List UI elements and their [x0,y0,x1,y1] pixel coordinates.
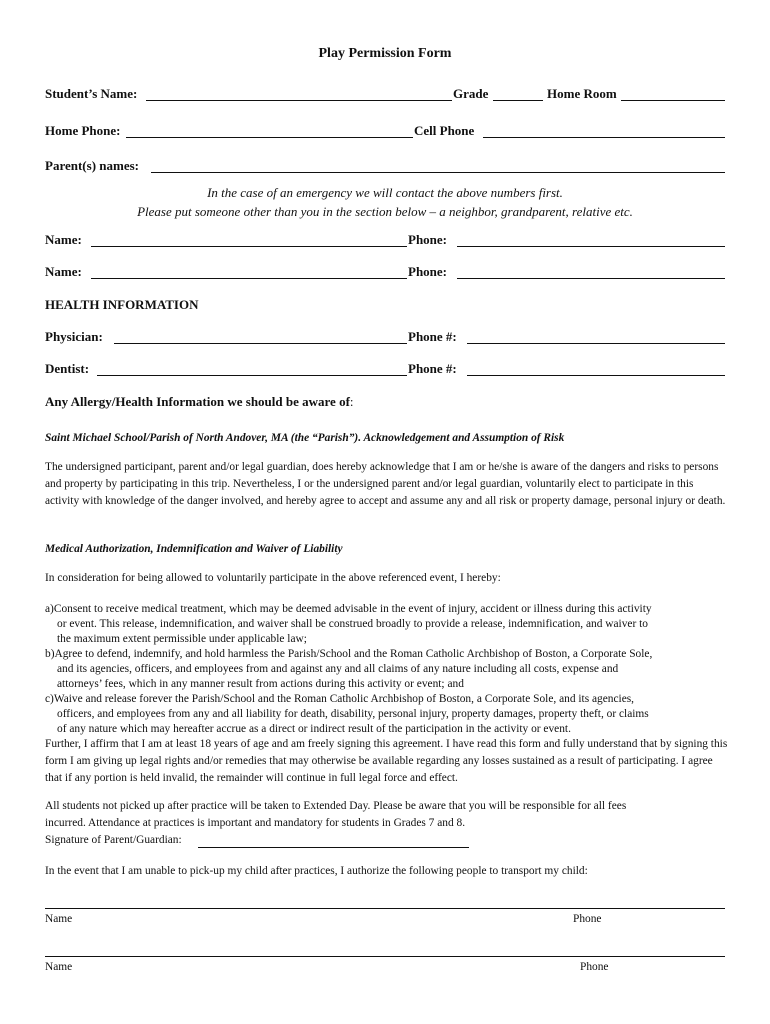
medical-item-a [45,602,735,647]
parents-names-label: Parent(s) names: [45,158,139,173]
grade-label: Grade [453,86,489,101]
transport-line-2[interactable] [45,956,725,957]
dentist-label: Dentist: [45,361,90,376]
transport-phone-label-1: Phone [573,913,602,925]
allergy-label-row [45,394,354,410]
cell-phone-field[interactable] [483,137,725,138]
emergency-name-field-1[interactable] [91,246,407,247]
medical-item-c [45,692,735,737]
student-name-label: Student’s Name: [45,86,138,101]
item-line: Agree to defend, indemnify, and hold harmless the Parish/School and the Roman Catholic Archbishop of Boston, a Corporate Sole, [54,648,653,660]
emergency-name-label-2: Name: [45,264,82,279]
transport-phone-label-2: Phone [580,961,609,973]
pickup-line2: incurred. Attendance at practices is important and mandatory for students in Grades 7 and 8. [45,817,466,829]
health-heading: HEALTH INFORMATION [45,297,199,312]
emergency-phone-label-1: Phone: [408,232,447,247]
item-line: Consent to receive medical treatment, which may be deemed advisable in the event of injury, accident or illness during this activity [53,603,652,615]
ack-body: The undersigned participant, parent and/or legal guardian, does hereby acknowledge that I am or he/she is aware of the dangers and risks to persons and property by participating in this trip. Nevertheless, I or the undersigned parent and/or legal guardian, voluntarily elect to participate in this activity with knowledge of the danger involved, and hereby agree to accept and assume any and all risk or property damage, personal injury or death. [45,461,726,507]
physician-phone-label: Phone #: [408,329,457,344]
home-room-field[interactable] [621,100,725,101]
form-title: Play Permission Form [318,46,452,61]
student-name-field[interactable] [146,100,452,101]
cell-phone-label: Cell Phone [414,123,475,138]
transport-name-label-2: Name [45,961,73,973]
signature-label: Signature of Parent/Guardian: [45,834,182,846]
allergy-label: Any Allergy/Health Information we should be aware of [45,394,350,409]
item-line: and its agencies, officers, and employees from and against any and all claims of any nature including all costs, expense and [57,663,619,675]
item-line: of any nature which may hereafter accrue as a direct or indirect result of the participation in the activity or event. [57,723,571,735]
emergency-name-label-1: Name: [45,232,82,247]
physician-phone-field[interactable] [467,343,725,344]
signature-field[interactable] [198,847,469,848]
dentist-phone-label: Phone #: [408,361,457,376]
medical-heading: Medical Authorization, Indemnification and Waiver of Liability [45,543,343,555]
dentist-field[interactable] [97,375,407,376]
medical-intro: In consideration for being allowed to voluntarily participate in the above referenced event, I hereby: [45,572,501,584]
dentist-phone-field[interactable] [467,375,725,376]
item-mark: a) [45,603,54,615]
item-line: the maximum extent permissible under applicable law; [57,633,307,645]
emergency-note-line1: In the case of an emergency we will contact the above numbers first. [207,185,563,200]
parents-names-field[interactable] [151,172,725,173]
item-mark: c) [45,693,54,705]
item-line: officers, and employees from any and all liability for death, disability, personal injury, property damages, property theft, or claims [57,708,649,720]
emergency-note-line2: Please put someone other than you in the section below – a neighbor, grandparent, relative etc. [137,204,633,219]
home-room-label: Home Room [547,86,617,101]
home-phone-field[interactable] [126,137,413,138]
emergency-phone-field-1[interactable] [457,246,725,247]
item-line: or event. This release, indemnification, and waiver shall be construed broadly to provide a release, indemnification, and waiver to [57,618,648,630]
physician-field[interactable] [114,343,407,344]
item-line: attorneys’ fees, which in any manner result from actions during this activity or event; and [57,678,464,690]
item-line: Waive and release forever the Parish/School and the Roman Catholic Archbishop of Boston, a Corporate Sole, and its agencies, [53,693,635,705]
allergy-colon: : [349,394,354,409]
emergency-name-field-2[interactable] [91,278,407,279]
medical-further: Further, I affirm that I am at least 18 years of age and am freely signing this agreement. I have read this form and fully understand that by signing this form I am giving up legal rights and/or remedies that may otherwise be available regarding any losses sustained as a result of participating. I agree that if any portion is held invalid, the remainder will continue in full legal force and effect. [45,738,728,784]
emergency-phone-label-2: Phone: [408,264,447,279]
transport-line-1[interactable] [45,908,725,909]
authorize-text: In the event that I am unable to pick-up my child after practices, I authorize the following people to transport my child: [45,865,588,877]
item-mark: b) [45,648,55,660]
ack-heading: Saint Michael School/Parish of North Andover, MA (the “Parish”). Acknowledgement and Assumption of Risk [45,432,565,444]
medical-item-b [45,647,735,692]
emergency-phone-field-2[interactable] [457,278,725,279]
physician-label: Physician: [45,329,103,344]
home-phone-label: Home Phone: [45,123,121,138]
grade-field[interactable] [493,100,543,101]
pickup-line1: All students not picked up after practice will be taken to Extended Day. Please be aware that you will be responsible for all fees [45,800,627,812]
transport-name-label-1: Name [45,913,73,925]
